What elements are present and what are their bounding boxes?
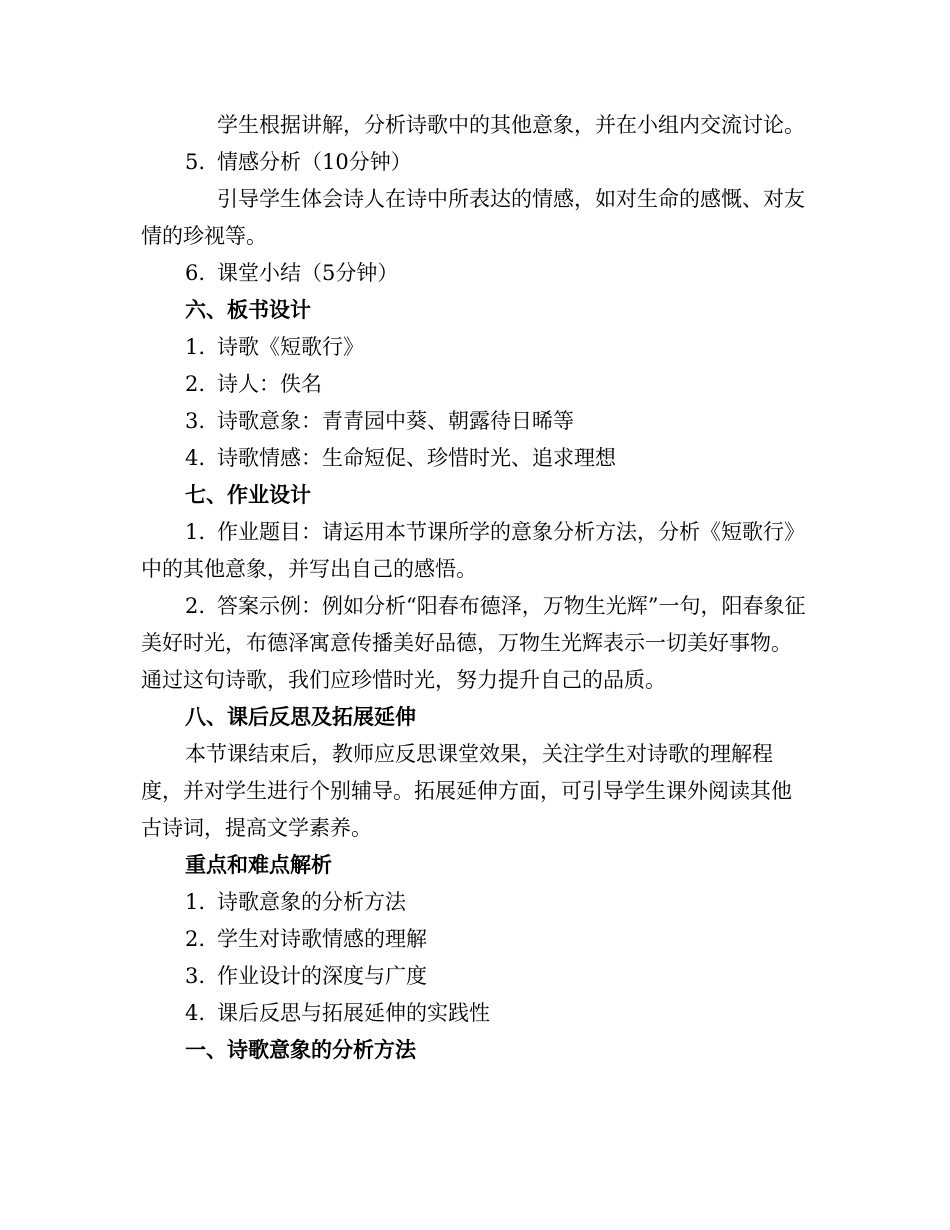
heading-key-difficulties: 重点和难点解析 xyxy=(185,853,332,877)
list-number: 1. xyxy=(185,890,206,914)
list-number: 3. xyxy=(185,964,206,988)
list-number: 5. xyxy=(185,150,206,174)
list-number: 2. xyxy=(185,372,206,396)
list-item xyxy=(141,884,806,921)
list-item xyxy=(141,995,806,1032)
list-text: 课后反思与拓展延伸的实践性 xyxy=(217,1001,490,1025)
list-text: 诗歌《短歌行》 xyxy=(217,335,364,359)
paragraph-reflection: 本节课结束后，教师应反思课堂效果，关注学生对诗歌的理解程度，并对学生进行个别辅导。拓展延伸方面，可引导学生课外阅读其他古诗词，提高文学素养。 xyxy=(141,742,792,840)
list-number: 2. xyxy=(185,927,206,951)
document-page xyxy=(141,107,806,1069)
heading-homework-design: 七、作业设计 xyxy=(185,483,311,507)
list-number: 1. xyxy=(185,335,206,359)
heading-board-design: 六、板书设计 xyxy=(185,298,311,322)
heading-reflection-extension: 八、课后反思及拓展延伸 xyxy=(185,705,416,729)
list-text: 课堂小结（5分钟） xyxy=(217,261,399,285)
list-item xyxy=(141,403,806,440)
paragraph-group-discussion: 学生根据讲解，分析诗歌中的其他意象，并在小组内交流讨论。 xyxy=(217,113,805,137)
heading-imagery-analysis: 一、诗歌意象的分析方法 xyxy=(185,1038,416,1062)
list-text: 情感分析（10分钟） xyxy=(217,150,412,174)
paragraph-emotion-guidance: 引导学生体会诗人在诗中所表达的情感，如对生命的感慨、对友情的珍视等。 xyxy=(141,187,805,248)
section-emotion-analysis xyxy=(141,144,806,181)
list-item xyxy=(141,440,806,477)
homework-item-answer xyxy=(141,588,806,699)
list-number: 4. xyxy=(185,446,206,470)
list-text: 诗歌意象的分析方法 xyxy=(217,890,406,914)
list-number: 1. xyxy=(185,520,206,544)
list-item xyxy=(141,329,806,366)
list-number: 4. xyxy=(185,1001,206,1025)
list-text: 诗人：佚名 xyxy=(217,372,322,396)
list-text: 答案示例：例如分析“阳春布德泽，万物生光辉”一句，阳春象征美好时光，布德泽寓意传播美好品德，万物生光辉表示一切美好事物。通过这句诗歌，我们应珍惜时光，努力提升自己的品质。 xyxy=(141,594,806,692)
section-class-summary xyxy=(141,255,806,292)
list-text: 学生对诗歌情感的理解 xyxy=(217,927,427,951)
list-item xyxy=(141,921,806,958)
list-number: 6. xyxy=(185,261,206,285)
homework-item-topic xyxy=(141,514,806,588)
list-item xyxy=(141,366,806,403)
list-number: 2. xyxy=(185,594,206,618)
list-number: 3. xyxy=(185,409,206,433)
list-text: 作业题目：请运用本节课所学的意象分析方法，分析《短歌行》中的其他意象，并写出自己的感悟。 xyxy=(141,520,805,581)
list-text: 诗歌意象：青青园中葵、朝露待日晞等 xyxy=(217,409,574,433)
list-text: 诗歌情感：生命短促、珍惜时光、追求理想 xyxy=(217,446,616,470)
list-text: 作业设计的深度与广度 xyxy=(217,964,427,988)
list-item xyxy=(141,958,806,995)
